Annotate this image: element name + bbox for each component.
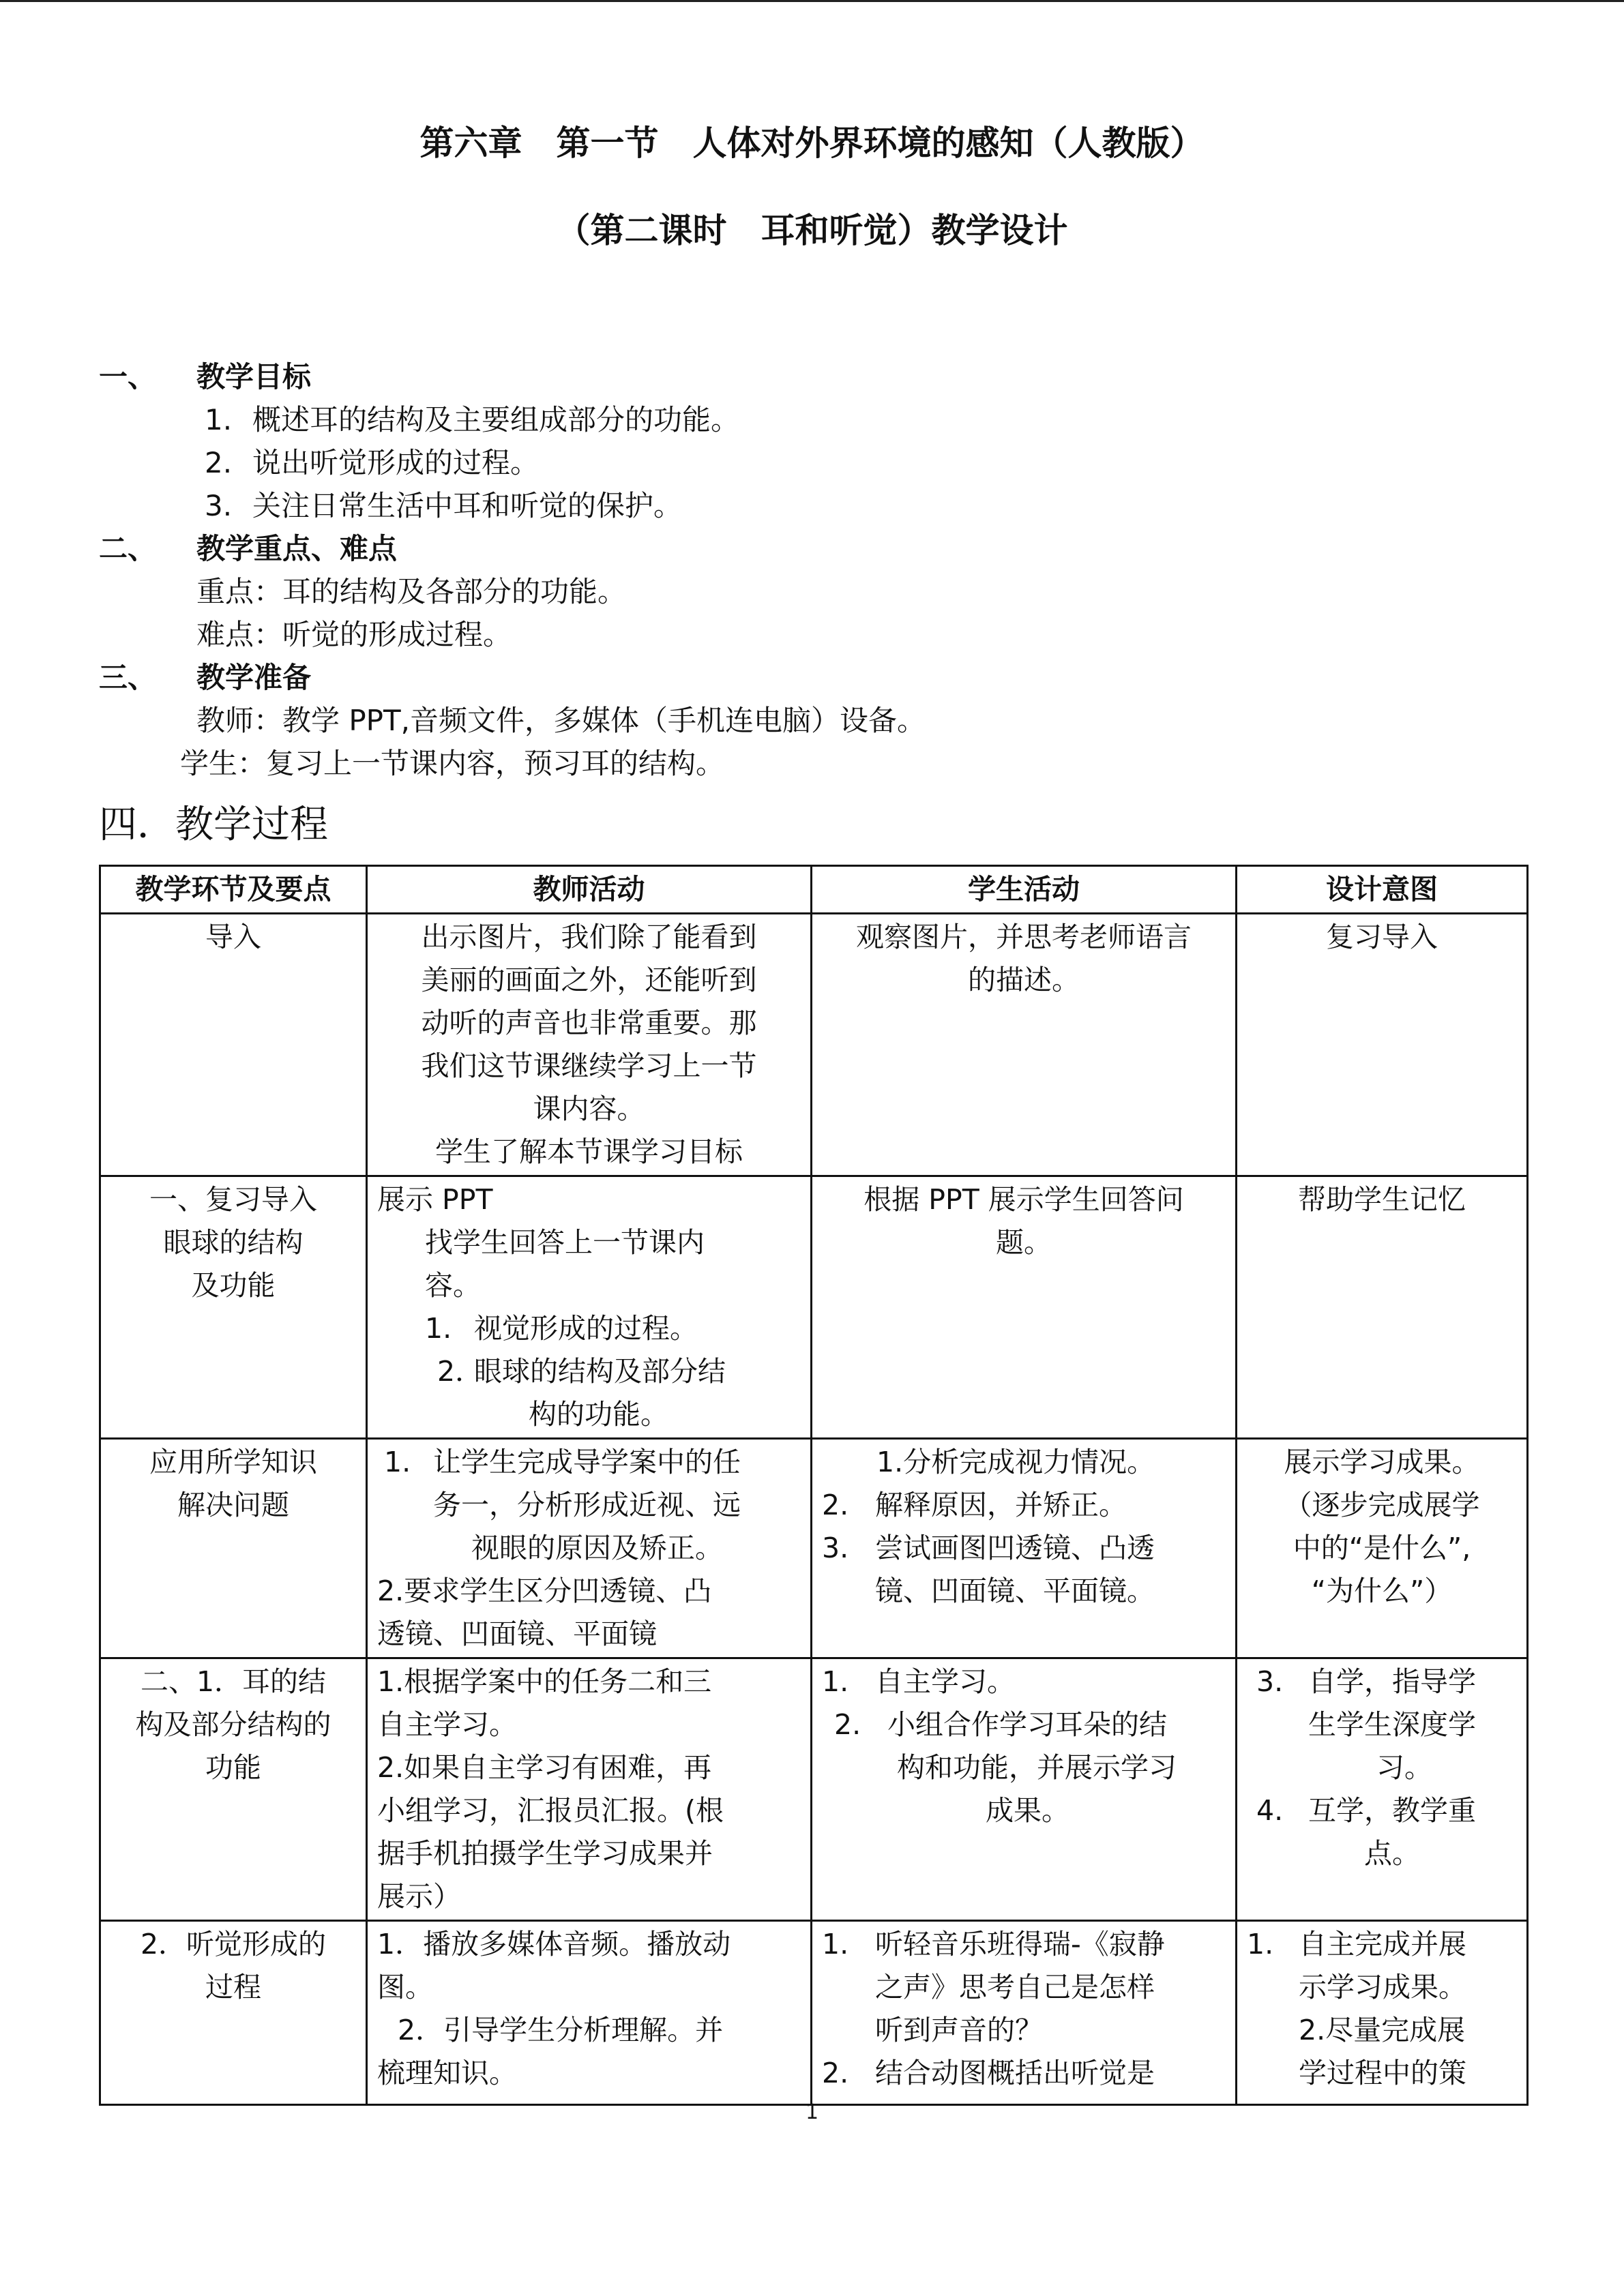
- stage-cell: 导入: [100, 914, 367, 1176]
- design-intent-cell: 帮助学生记忆: [1237, 1176, 1528, 1439]
- design-intent-cell: 1. 自主完成并展 示学习成果。 2.尽量完成展 学过程中的策: [1237, 1921, 1528, 2105]
- stage-cell: 2．听觉形成的 过程: [100, 1921, 367, 2105]
- list-item: 2. 小组合作学习耳朵的结: [834, 1708, 1167, 1741]
- student-activity-cell: 1. 听轻音乐班得瑞-《寂静 之声》思考自己是怎样 听到声音的？ 2. 结合动图概括出听觉是: [812, 1921, 1237, 2105]
- section-number: 二、: [99, 532, 157, 565]
- column-header: 学生活动: [812, 866, 1237, 914]
- objective-item: 2. 说出听觉形成的过程。: [205, 446, 540, 479]
- objective-item: 1. 概述耳的结构及主要组成部分的功能。: [205, 403, 740, 436]
- design-intent-cell: 展示学习成果。 （逐步完成展学 中的“是什么”, “为什么”）: [1237, 1439, 1528, 1658]
- teacher-activity-cell: 1. 让学生完成导学案中的任 务一，分析形成近视、远 视眼的原因及矫正。 2.要求学生区分凹透镜、凸 透镜、凹面镜、平面镜: [367, 1439, 812, 1658]
- section-number: 一、: [99, 360, 157, 393]
- table-header-row: [100, 866, 1528, 914]
- objective-item: 3. 关注日常生活中耳和听觉的保护。: [205, 489, 683, 522]
- section-process-heading: 四．教学过程: [99, 803, 328, 847]
- column-header: 教学环节及要点: [100, 866, 367, 914]
- stage-cell: 应用所学知识 解决问题: [100, 1439, 367, 1658]
- list-item: 2．眼球的结构及部分结: [437, 1355, 726, 1388]
- student-activity-cell: 观察图片，并思考老师语言 的描述。: [812, 914, 1237, 1176]
- list-item: 3. 自学，指导学: [1256, 1665, 1476, 1698]
- list-item: 4. 互学，教学重: [1256, 1794, 1476, 1827]
- section-title: 教学目标: [196, 360, 312, 393]
- design-intent-cell: 3. 自学，指导学 生学生深度学 习。 4. 互学，教学重 点。: [1237, 1658, 1528, 1921]
- preparation-teacher: 教师：教学 PPT,音频文件，多媒体（手机连电脑）设备。: [196, 704, 926, 737]
- section-preparation-heading: [99, 655, 311, 696]
- section-keypoints-heading: [99, 526, 397, 567]
- column-header: 设计意图: [1237, 866, 1528, 914]
- section-title: 教学准备: [196, 661, 312, 694]
- teacher-activity-cell: 出示图片，我们除了能看到 美丽的画面之外，还能听到 动听的声音也非常重要。那 我们这节课继续学习上一节 课内容。 学生了解本节课学习目标: [367, 914, 812, 1176]
- document-subtitle: （第二课时 耳和听觉）教学设计: [556, 211, 1068, 250]
- table-row: [100, 1439, 1528, 1658]
- teacher-activity-cell: 1．播放多媒体音频。播放动 图。 2．引导学生分析理解。并 梳理知识。: [367, 1921, 812, 2105]
- student-activity-cell: 1.分析完成视力情况。 2. 解释原因，并矫正。 3. 尝试画图凹透镜、凸透 镜、凹面镜、平面镜。: [812, 1439, 1237, 1658]
- table-row: [100, 1921, 1528, 2105]
- stage-cell: 二、1．耳的结 构及部分结构的 功能: [100, 1658, 367, 1921]
- list-item: 1. 让学生完成导学案中的任: [384, 1446, 741, 1478]
- list-item: 2. 结合动图概括出听觉是: [822, 2057, 1155, 2089]
- design-intent-cell: 复习导入: [1237, 914, 1528, 1176]
- document-title: 第六章 第一节 人体对外界环境的感知（人教版）: [419, 123, 1205, 163]
- list-item: 1. 听轻音乐班得瑞-《寂静: [822, 1928, 1165, 1960]
- list-item: 3. 尝试画图凹透镜、凸透: [822, 1532, 1155, 1564]
- table-row: [100, 1658, 1528, 1921]
- section-objectives-heading: [99, 355, 311, 396]
- list-item: 1. 视觉形成的过程。: [425, 1312, 698, 1345]
- list-item: 1. 自主完成并展: [1247, 1928, 1466, 1960]
- table-row: [100, 914, 1528, 1176]
- column-header: 教师活动: [367, 866, 812, 914]
- stage-cell: 一、复习导入 眼球的结构 及功能: [100, 1176, 367, 1439]
- student-activity-cell: 根据 PPT 展示学生回答问 题。: [812, 1176, 1237, 1439]
- teaching-process-table: [99, 865, 1529, 2106]
- page-number: 1: [805, 2100, 819, 2124]
- table-row: [100, 1176, 1528, 1439]
- section-number: 三、: [99, 661, 157, 694]
- key-point-focus: 重点：耳的结构及各部分的功能。: [196, 575, 627, 608]
- preparation-student: 学生：复习上一节课内容，预习耳的结构。: [180, 747, 725, 780]
- teacher-activity-cell: 展示 PPT 找学生回答上一节课内 容。 1. 视觉形成的过程。 2．眼球的结构及部分结 构的功能。: [367, 1176, 812, 1439]
- teacher-activity-cell: 1.根据学案中的任务二和三 自主学习。 2.如果自主学习有困难，再 小组学习，汇报员汇报。(根 据手机拍摄学生学习成果并 展示）: [367, 1658, 812, 1921]
- top-border-line: [0, 0, 1624, 2]
- section-title: 教学重点、难点: [196, 532, 398, 565]
- list-item: 1. 自主学习。: [822, 1665, 1015, 1698]
- key-point-difficulty: 难点：听觉的形成过程。: [196, 618, 512, 651]
- student-activity-cell: 1. 自主学习。 2. 小组合作学习耳朵的结 构和功能，并展示学习 成果。: [812, 1658, 1237, 1921]
- list-item: 2. 解释原因，并矫正。: [822, 1489, 1127, 1521]
